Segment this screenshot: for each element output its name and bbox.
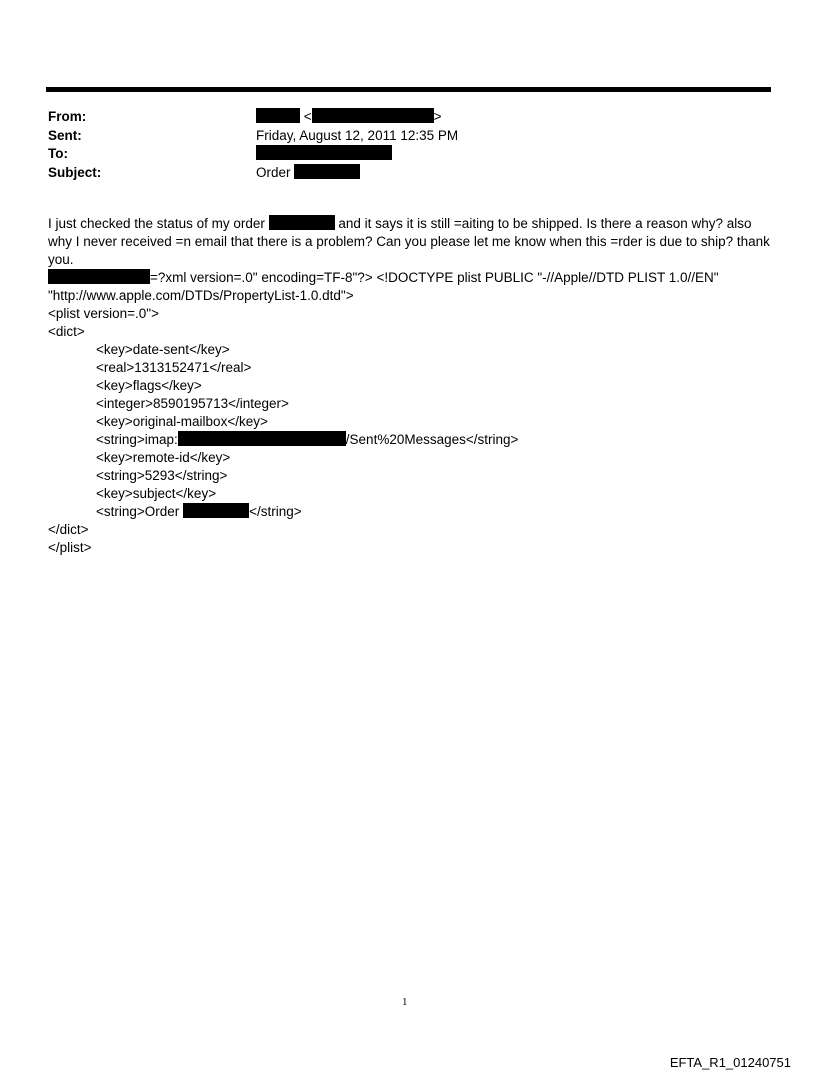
redaction-box [48,269,150,284]
redaction-box [256,108,300,123]
imap-string-line [48,431,776,449]
redaction-box [294,164,360,179]
redaction-box [256,145,392,160]
subject-row [48,164,768,183]
redaction-box [183,503,249,518]
plist-entry-line: <key>original-mailbox</key> [96,414,268,429]
from-value [256,108,442,127]
subject-text: Order [256,164,291,180]
plist-entry-line: <integer>8590195713</integer> [96,396,289,411]
document-id: EFTA_R1_01240751 [669,1055,791,1070]
order-suffix: </string> [249,504,302,519]
imap-prefix: <string>imap: [96,432,178,447]
message-paragraph [48,215,776,269]
redaction-box [269,215,335,230]
message-text-part2: and it says it is still =aiting to be shipped. Is there a reason why? also why I never received =n email that there is a problem? Can you please let me know when this =rder is due to ship? thank you. [48,216,770,267]
plist-entry-line: <key>date-sent</key> [96,342,230,357]
email-body [48,215,776,557]
xml-declaration-line [48,269,776,287]
plist-entry-line: <string>5293</string> [96,468,228,483]
plist-close-line: </plist> [48,540,92,555]
sent-label: Sent: [48,127,82,143]
from-gt: > [433,109,442,124]
subject-label: Subject: [48,164,102,180]
header-rule [46,87,771,92]
sent-row [48,127,768,146]
to-row [48,145,768,164]
from-row [48,108,768,127]
message-text-part1: I just checked the status of my order [48,216,265,231]
redaction-box [178,431,346,446]
order-prefix: <string>Order [96,504,180,519]
to-value [256,145,392,164]
xml-declaration-text: =?xml version=.0" encoding=TF-8"?> <!DOCTYPE plist PUBLIC "-//Apple//DTD PLIST 1.0//EN" [150,270,719,285]
dict-close-line: </dict> [48,522,89,537]
from-label: From: [48,109,87,124]
imap-suffix: /Sent%20Messages</string> [345,432,519,447]
from-lt: < [303,109,312,124]
page-number: 1 [402,996,408,1008]
plist-entry-line: <key>flags</key> [96,378,202,393]
sent-value: Friday, August 12, 2011 12:35 PM [256,127,459,143]
plist-entry-line: <key>remote-id</key> [96,450,231,465]
to-label: To: [48,146,68,161]
email-header [48,108,768,182]
dict-open-line: <dict> [48,324,85,339]
redaction-box [312,108,434,123]
plist-entry-line: <real>1313152471</real> [96,360,252,375]
order-string-line [48,503,776,521]
plist-entry-line: <key>subject</key> [96,486,217,501]
dtd-line: "http://www.apple.com/DTDs/PropertyList-1.0.dtd"> [48,288,354,303]
plist-open-line: <plist version=.0"> [48,306,159,321]
subject-value [256,164,360,183]
